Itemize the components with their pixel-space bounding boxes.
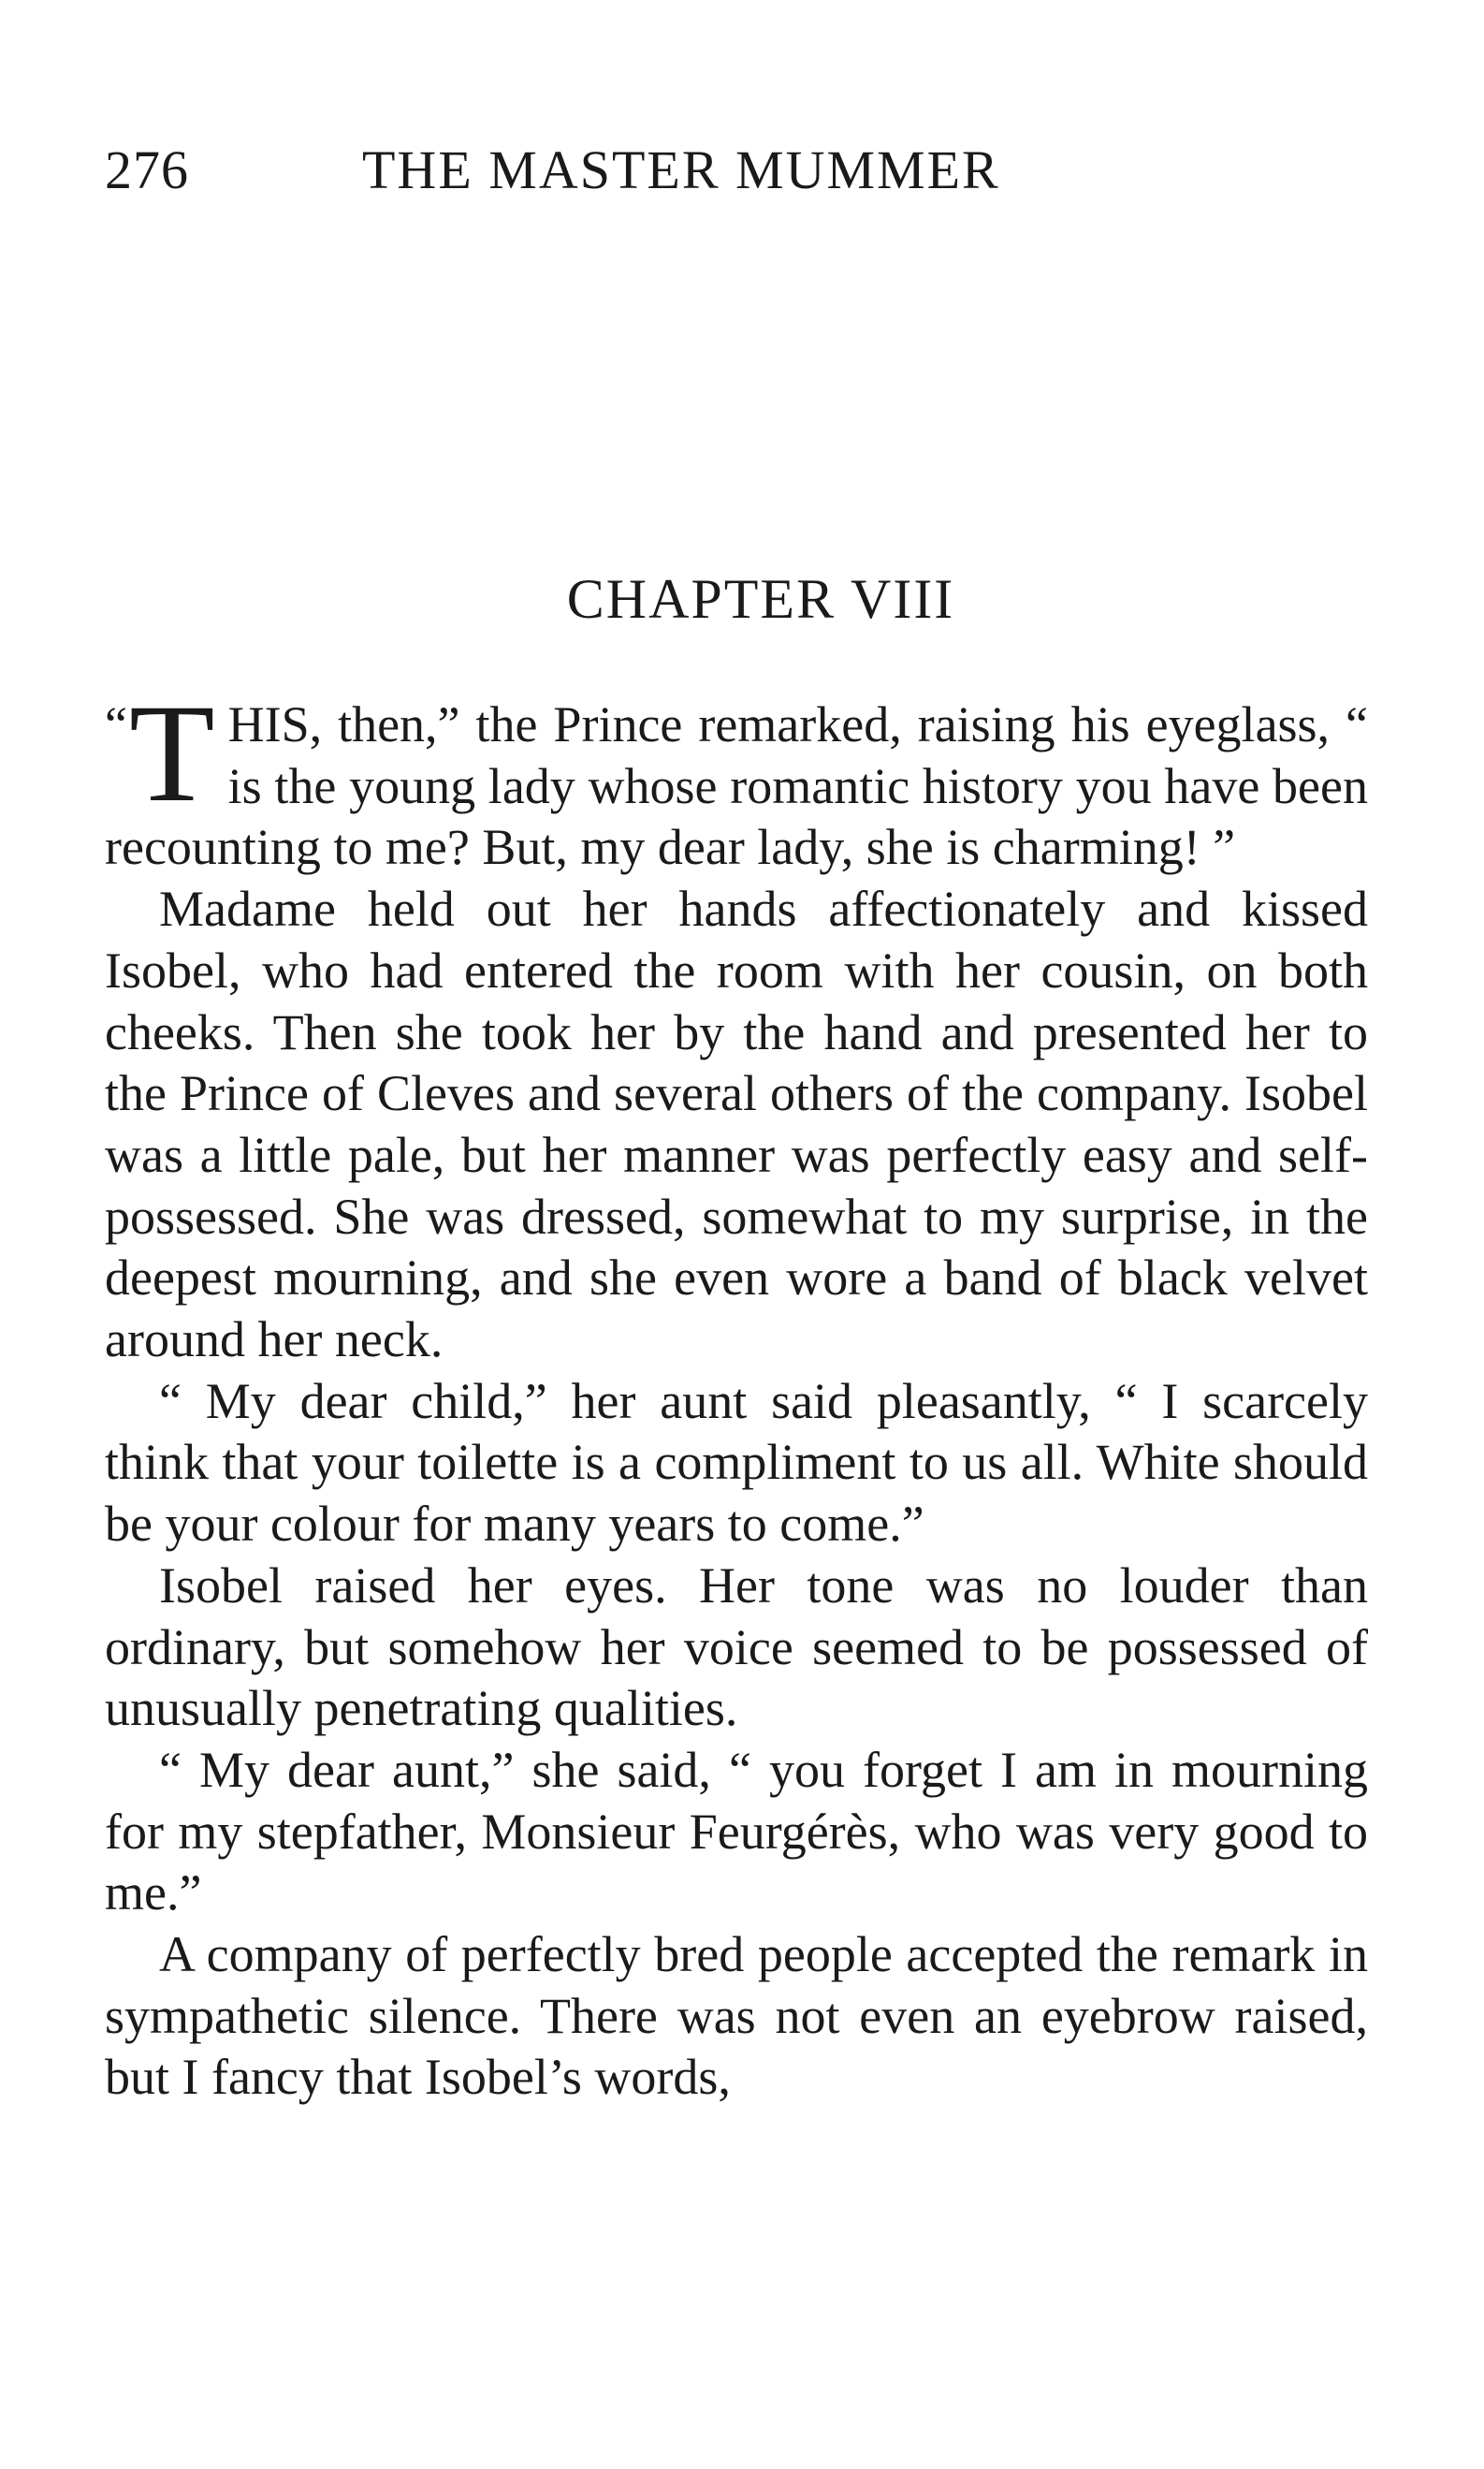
chapter-heading: CHAPTER VIII: [566, 568, 955, 630]
paragraph-1-text: HIS, then,” the Prince remarked, raising his eyeglass, “ is the young lady whose romantic history you have been recounting to me? But, my dear lady, she is charming! ”: [105, 696, 1368, 876]
paragraph-1: [105, 676, 1368, 879]
paragraph-5: “ My dear aunt,” she said, “ you forget I am in mourning for my stepfather, Monsieur Feurgérès, who was very good to me.”: [105, 1741, 1368, 1921]
running-head: [105, 139, 1377, 213]
paragraph-2: Madame held out her hands affectionately and kissed Isobel, who had entered the room with her cousin, on both cheeks. Then she took her by the hand and presented her to the Prince of Cleves and several others of the company. Isobel was a little pale, but her manner was perfectly easy and self-possessed. She was dressed, somewhat to my surprise, in the deepest mourning, and she even wore a band of black velvet around her neck.: [105, 881, 1368, 1368]
paragraph-3: “ My dear child,” her aunt said pleasantly, “ I scarcely think that your toilette is a compliment to us all. White should be your colour for many years to come.”: [105, 1372, 1368, 1553]
opening-quote-mark: “: [105, 696, 127, 752]
paragraph-6: A company of perfectly bred people accepted the remark in sympathetic silence. There was not even an eyebrow raised, but I fancy that Isobel’s words,: [105, 1926, 1368, 2106]
body-text: [105, 676, 1368, 2109]
paragraph-4: Isobel raised her eyes. Her tone was no louder than ordinary, but somehow her voice seemed to be possessed of unusually penetrating qualities.: [105, 1556, 1368, 1737]
running-title: THE MASTER MUMMER: [362, 139, 1000, 200]
drop-cap: T: [128, 676, 215, 831]
page-number: 276: [105, 139, 189, 200]
